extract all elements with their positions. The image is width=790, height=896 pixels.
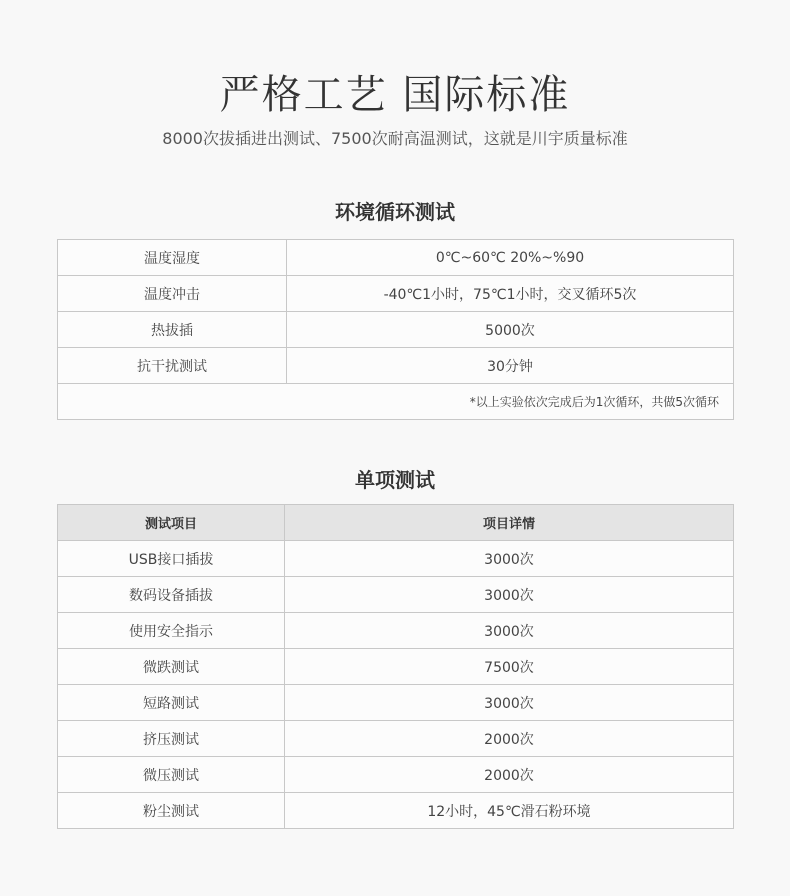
- test-detail-cell: 30分钟: [287, 348, 734, 384]
- page-title: 严格工艺 国际标准: [219, 72, 571, 118]
- test-item-cell: 粉尘测试: [58, 793, 285, 829]
- cycle-note: *以上实验依次完成后为1次循环，共做5次循环: [58, 384, 734, 420]
- test-item-cell: 抗干扰测试: [58, 348, 287, 384]
- test-item-cell: 使用安全指示: [58, 613, 285, 649]
- page-subtitle: 8000次拔插进出测试、7500次耐高温测试，这就是川宇质量标准: [162, 129, 628, 148]
- test-detail-cell: 2000次: [285, 757, 734, 793]
- table-note-row: [58, 384, 734, 420]
- table-row: [58, 649, 734, 685]
- test-detail-cell: 0℃~60℃ 20%~%90: [287, 240, 734, 276]
- test-item-cell: 微跌测试: [58, 649, 285, 685]
- test-detail-cell: 3000次: [285, 685, 734, 721]
- test-item-cell: 挤压测试: [58, 721, 285, 757]
- column-header-item: 测试项目: [58, 505, 285, 541]
- table-row: [58, 685, 734, 721]
- test-detail-cell: 7500次: [285, 649, 734, 685]
- test-item-cell: 微压测试: [58, 757, 285, 793]
- env-section-title: 环境循环测试: [335, 200, 455, 224]
- single-section-title: 单项测试: [355, 468, 435, 492]
- test-item-cell: 短路测试: [58, 685, 285, 721]
- test-detail-cell: 5000次: [287, 312, 734, 348]
- env-test-table: [57, 239, 734, 420]
- table-row: [58, 240, 734, 276]
- table-row: [58, 793, 734, 829]
- table-row: [58, 613, 734, 649]
- table-row: [58, 312, 734, 348]
- test-item-cell: 温度湿度: [58, 240, 287, 276]
- test-item-cell: 数码设备插拔: [58, 577, 285, 613]
- table-row: [58, 721, 734, 757]
- test-detail-cell: 12小时，45℃滑石粉环境: [285, 793, 734, 829]
- table-header-row: [58, 505, 734, 541]
- table-row: [58, 577, 734, 613]
- table-row: [58, 348, 734, 384]
- column-header-detail: 项目详情: [285, 505, 734, 541]
- test-detail-cell: -40℃1小时，75℃1小时，交叉循环5次: [287, 276, 734, 312]
- test-item-cell: USB接口插拔: [58, 541, 285, 577]
- test-item-cell: 热拔插: [58, 312, 287, 348]
- single-test-table: [57, 504, 734, 829]
- test-detail-cell: 2000次: [285, 721, 734, 757]
- table-row: [58, 757, 734, 793]
- test-detail-cell: 3000次: [285, 541, 734, 577]
- test-detail-cell: 3000次: [285, 577, 734, 613]
- table-row: [58, 276, 734, 312]
- table-row: [58, 541, 734, 577]
- test-item-cell: 温度冲击: [58, 276, 287, 312]
- test-detail-cell: 3000次: [285, 613, 734, 649]
